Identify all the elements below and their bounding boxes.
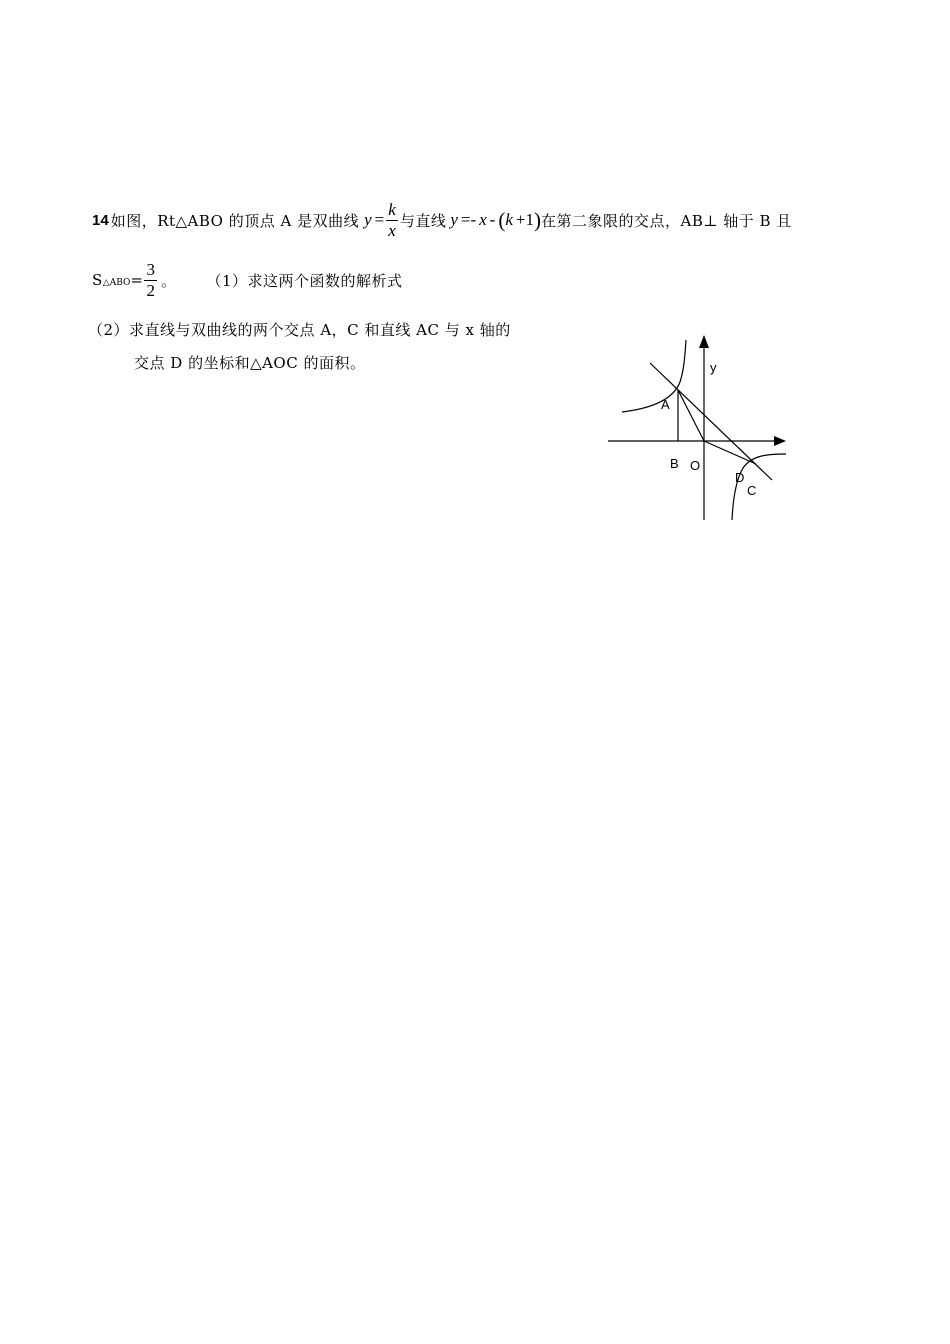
hyperbola-fraction bbox=[386, 200, 398, 241]
problem-number: 14 bbox=[92, 211, 109, 229]
label-d: D bbox=[735, 470, 745, 485]
question-2-line-1: （2）求直线与双曲线的两个交点 A，C 和直线 AC 与 x 轴的 bbox=[88, 321, 511, 339]
label-b: B bbox=[670, 456, 679, 471]
area-numerator: 3 bbox=[146, 259, 155, 279]
hyperbola-y: y bbox=[364, 210, 372, 229]
area-eq: = bbox=[130, 271, 144, 289]
area-condition bbox=[92, 258, 403, 302]
y-axis-arrow bbox=[699, 335, 709, 348]
area-fraction bbox=[144, 260, 157, 301]
hyperbola-numerator: k bbox=[388, 199, 396, 219]
label-y: y bbox=[710, 360, 717, 375]
hyperbola-branch-lower-right bbox=[732, 454, 786, 520]
question-1: （1）求这两个函数的解析式 bbox=[206, 271, 403, 290]
segment-ao bbox=[678, 390, 704, 441]
line-plus-one: +1 bbox=[515, 210, 534, 229]
problem-text-3: 在第二象限的交点，AB⊥ 轴于 B 且 bbox=[540, 211, 792, 230]
problem-text-1: 如图，Rt△ABO 的顶点 A 是双曲线 bbox=[110, 211, 360, 230]
label-c: C bbox=[747, 483, 757, 498]
figure bbox=[600, 330, 800, 530]
label-a: A bbox=[661, 397, 670, 412]
hyperbola-eq: = bbox=[374, 210, 385, 229]
question-2-line-2: 交点 D 的坐标和△AOC 的面积。 bbox=[134, 354, 366, 372]
line-k: k bbox=[505, 210, 513, 229]
hyperbola-branch-upper-left bbox=[622, 340, 686, 412]
area-subscript: △ABO bbox=[102, 278, 131, 288]
line-y: y bbox=[450, 210, 458, 229]
area-end: 。 bbox=[160, 271, 177, 290]
line-minus: - bbox=[489, 210, 496, 229]
label-o: O bbox=[690, 458, 701, 473]
segment-oc bbox=[704, 441, 756, 464]
x-axis-arrow bbox=[774, 436, 786, 446]
line-eq: =- bbox=[460, 210, 477, 229]
hyperbola-denominator: x bbox=[388, 220, 396, 240]
area-s: S bbox=[92, 271, 103, 289]
problem-line-1 bbox=[92, 198, 792, 242]
area-denominator: 2 bbox=[146, 280, 155, 300]
line-x: x bbox=[479, 210, 487, 229]
line-close-paren: ) bbox=[533, 207, 541, 232]
line-open-paren: ( bbox=[498, 207, 506, 232]
problem-text-2: 与直线 bbox=[399, 211, 447, 230]
